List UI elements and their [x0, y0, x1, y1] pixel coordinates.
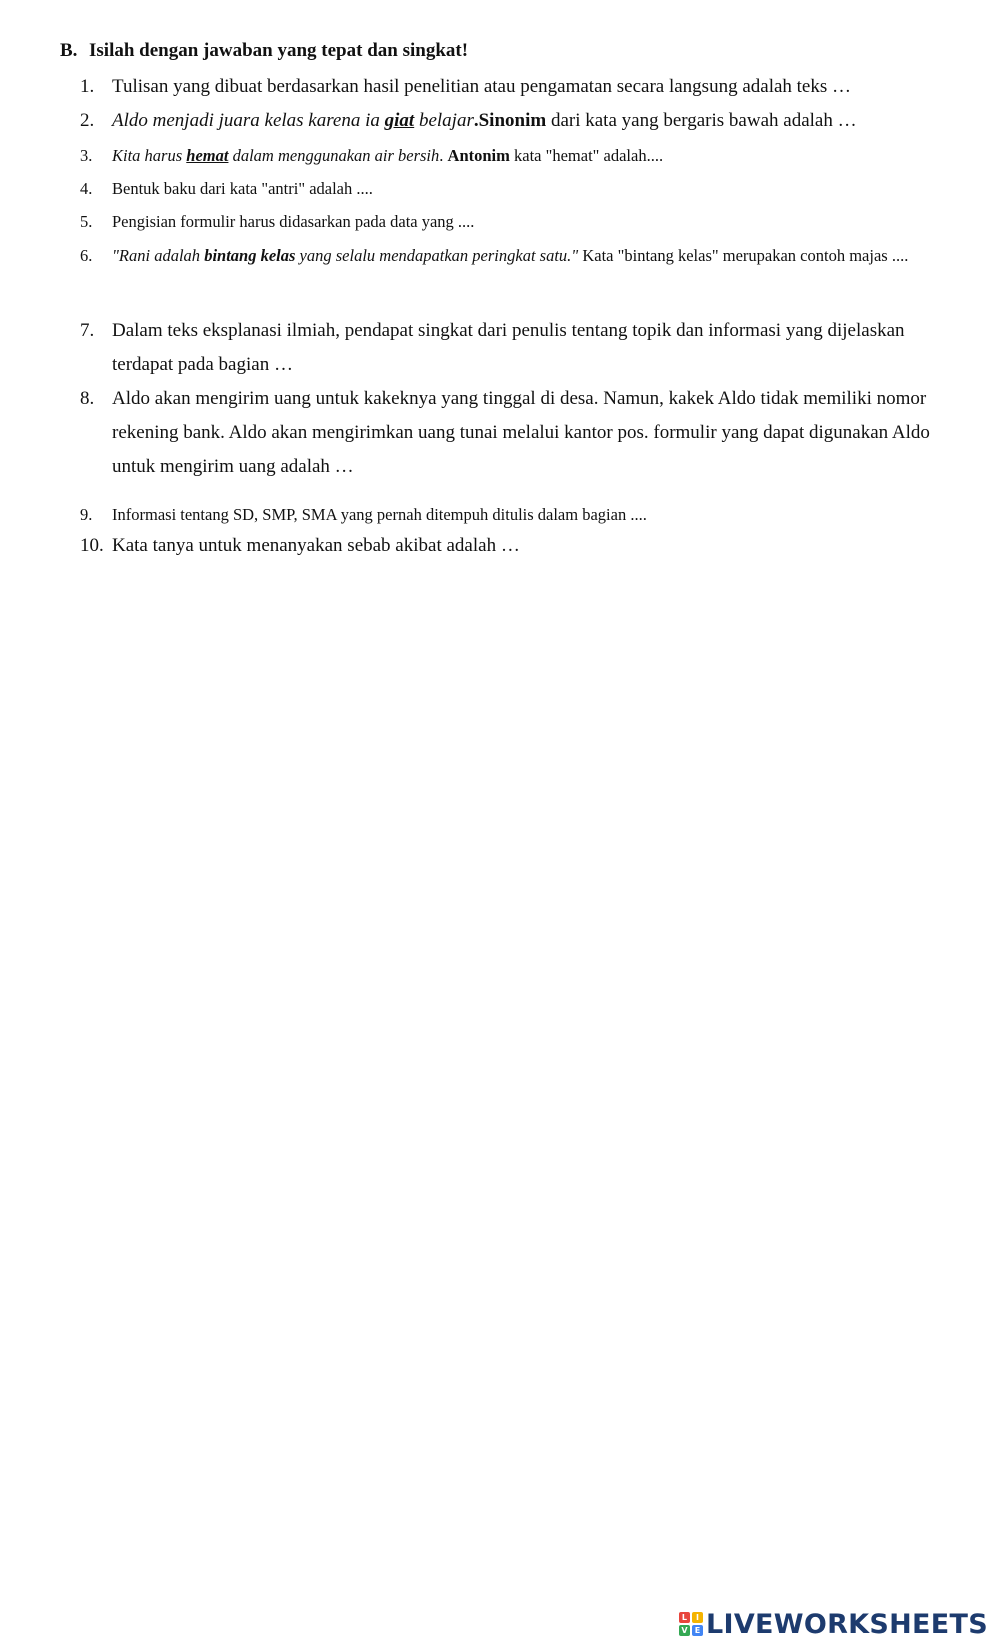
question-text: Bentuk baku dari kata "antri" adalah ....: [112, 179, 373, 198]
example-sentence: Aldo menjadi juara kelas karena ia giat belajar: [112, 110, 474, 131]
logo-tile: E: [692, 1625, 703, 1636]
question-text: Kita harus hemat dalam menggunakan air bersih. Antonim kata "hemat" adalah....: [112, 146, 664, 165]
question-number: 2.: [80, 110, 95, 131]
question-2: [80, 104, 960, 138]
question-text: Dalam teks eksplanasi ilmiah, pendapat singkat dari penulis tentang topik dan informasi yang dijelaskan terdapat pada bagian …: [112, 320, 905, 375]
term-label: Antonim: [447, 146, 510, 165]
logo-mark-icon: [679, 1612, 703, 1636]
question-text: Informasi tentang SD, SMP, SMA yang pernah ditempuh ditulis dalam bagian ....: [112, 505, 647, 524]
highlighted-phrase: bintang kelas: [204, 246, 296, 265]
question-4: [80, 173, 960, 204]
logo-tile: V: [679, 1625, 690, 1636]
question-9: [80, 499, 960, 530]
question-number: 9.: [80, 505, 93, 524]
section-letter: B.: [60, 40, 78, 61]
question-3: [80, 140, 960, 171]
logo-tile: I: [692, 1612, 703, 1623]
question-8: [80, 382, 960, 484]
question-text: Aldo akan mengirim uang untuk kakeknya yang tinggal di desa. Namun, kakek Aldo tidak memiliki nomor rekening bank. Aldo akan mengirimkan uang tunai melalui kantor pos. formulir yang dapat digunakan Aldo untuk mengirim uang adalah …: [112, 388, 930, 477]
section-title: Isilah dengan jawaban yang tepat dan singkat!: [89, 40, 469, 61]
question-text: Kata tanya untuk menanyakan sebab akibat adalah …: [112, 535, 520, 556]
question-number: 4.: [80, 179, 93, 198]
question-7: [80, 314, 960, 382]
question-text: "Rani adalah bintang kelas yang selalu mendapatkan peringkat satu." Kata "bintang kelas" merupakan contoh majas ....: [112, 246, 909, 265]
question-number: 1.: [80, 76, 95, 97]
question-number: 5.: [80, 212, 93, 231]
term-label: Sinonim: [478, 110, 547, 131]
question-5: [80, 206, 960, 237]
question-1: [80, 70, 960, 104]
section-heading: [60, 40, 468, 62]
example-sentence: Kita harus hemat dalam menggunakan air bersih: [112, 146, 440, 165]
logo-tile: L: [679, 1612, 690, 1623]
question-number: 8.: [80, 388, 95, 409]
logo-text: LIVEWORKSHEETS: [705, 1608, 988, 1640]
liveworksheets-logo: [679, 1607, 988, 1641]
question-number: 10.: [80, 535, 104, 556]
underlined-keyword: hemat: [186, 146, 229, 165]
question-text: Pengisian formulir harus didasarkan pada data yang ....: [112, 212, 475, 231]
example-quote: "Rani adalah bintang kelas yang selalu mendapatkan peringkat satu.": [112, 246, 579, 265]
question-text: Aldo menjadi juara kelas karena ia giat belajar.Sinonim dari kata yang bergaris bawah adalah …: [112, 110, 857, 131]
question-text: Tulisan yang dibuat berdasarkan hasil penelitian atau pengamatan secara langsung adalah teks …: [112, 76, 852, 97]
underlined-keyword: giat: [384, 110, 415, 131]
question-number: 7.: [80, 320, 95, 341]
question-number: 6.: [80, 246, 93, 265]
question-6: [80, 240, 960, 271]
question-10: [80, 529, 960, 563]
question-number: 3.: [80, 146, 93, 165]
